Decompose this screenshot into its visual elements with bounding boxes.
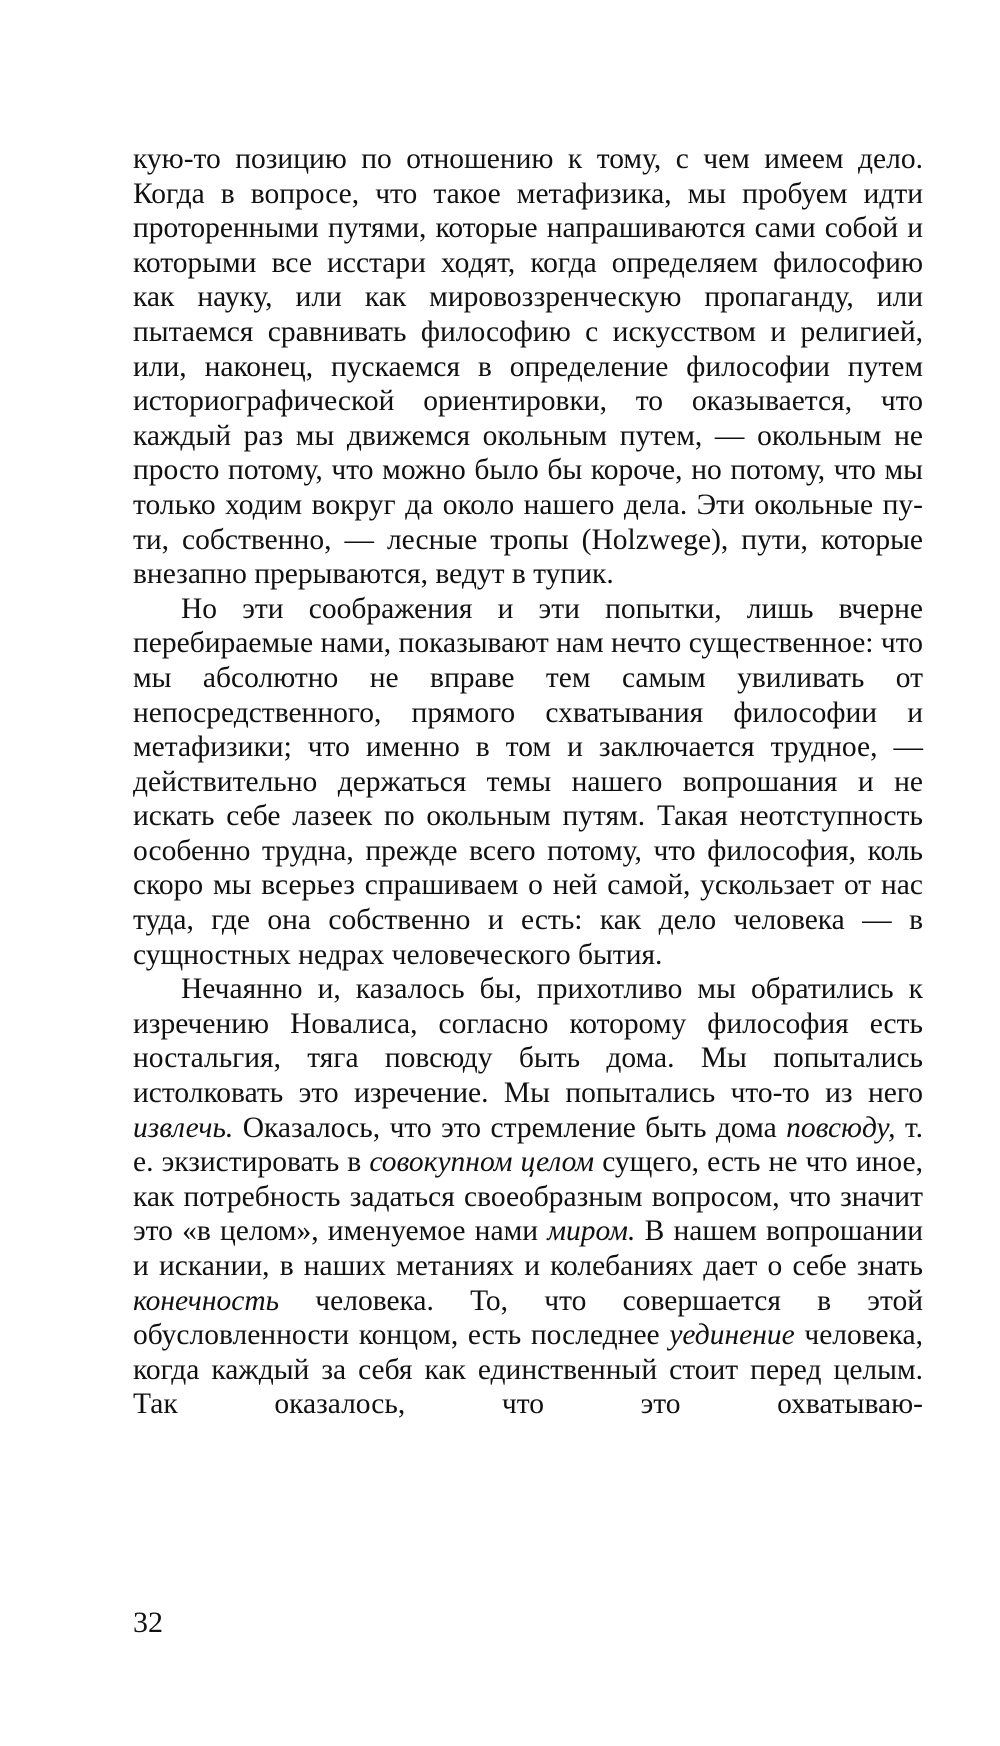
italic-phrase: совокупном целом (369, 1146, 595, 1179)
text-run: Нечаянно и, казалось бы, прихотливо мы обратились к изречению Новалиса, согласно которому философия есть ностальгия, тяга повсюду быть дома. Мы попытались истолковать это изречение. Мы попытались что-то из него (133, 973, 923, 1110)
paragraph-1 (133, 142, 923, 592)
text-run: кую-то позицию по отношению к тому, с чем имеем дело. Когда в вопросе, что такое метафизика, мы пробуем идти проторенными путями, которые напрашиваются сами собой и которыми все исстари ходят, когда определяем философию как науку, или как мировоззренческую пропаганду, или пытаемся сравнивать философию с искусством и религией, или, наконец, пускаемся в определение философии путем историографической ориентировки, то оказывается, что каждый раз мы движемся окольным путем, — окольным не просто потому, что можно было бы короче, но потому, что мы только ходим вокруг да около нашего дела. Эти окольные пути, собственно, — лесные тропы (Holzwege), пути, которые внезапно прерываются, ведут в тупик. (133, 143, 923, 591)
page-number: 32 (133, 1606, 163, 1639)
paragraph-2 (133, 592, 923, 973)
italic-phrase: извлечь. (133, 1111, 234, 1144)
italic-phrase: уединение (669, 1319, 795, 1352)
text-run: человека. То, что совершается в этой обусловленности концом, есть последнее (133, 1284, 923, 1352)
paragraph-3 (133, 972, 923, 1422)
text-run: человека, когда каждый за себя как единственный стоит перед целым. Так оказалось, что это охватываю- (133, 1319, 923, 1421)
text-run: т. е. экзистировать в (133, 1111, 923, 1179)
italic-phrase: конечность (133, 1284, 280, 1317)
text-run: Но эти соображения и эти попытки, лишь вчерне перебираемые нами, показывают нам нечто существенное: что мы абсолютно не вправе тем самым увиливать от непосредственного, прямого схватывания философии и метафизики; что именно в том и заключается трудное, — действительно держаться темы нашего вопрошания и не искать себе лазеек по окольным путям. Такая неотступность особенно трудна, прежде всего потому, что философия, коль скоро мы всерьез спрашиваем о ней самой, ускользает от нас туда, где она собственно и есть: как дело человека — в сущностных недрах человеческого бытия. (133, 592, 923, 971)
text-run: В нашем вопрошании и искании, в наших метаниях и колебаниях дает о себе знать (133, 1215, 923, 1282)
italic-phrase: повсюду, (786, 1111, 896, 1144)
italic-phrase: миром. (547, 1215, 636, 1248)
text-run: сущего, есть не что иное, как потребность задаться своеобразным вопросом, что значит это «в целом», именуемое нами (133, 1146, 923, 1248)
text-run: Оказалось, что это стремление быть дома (233, 1111, 787, 1144)
body-text (133, 142, 923, 1422)
